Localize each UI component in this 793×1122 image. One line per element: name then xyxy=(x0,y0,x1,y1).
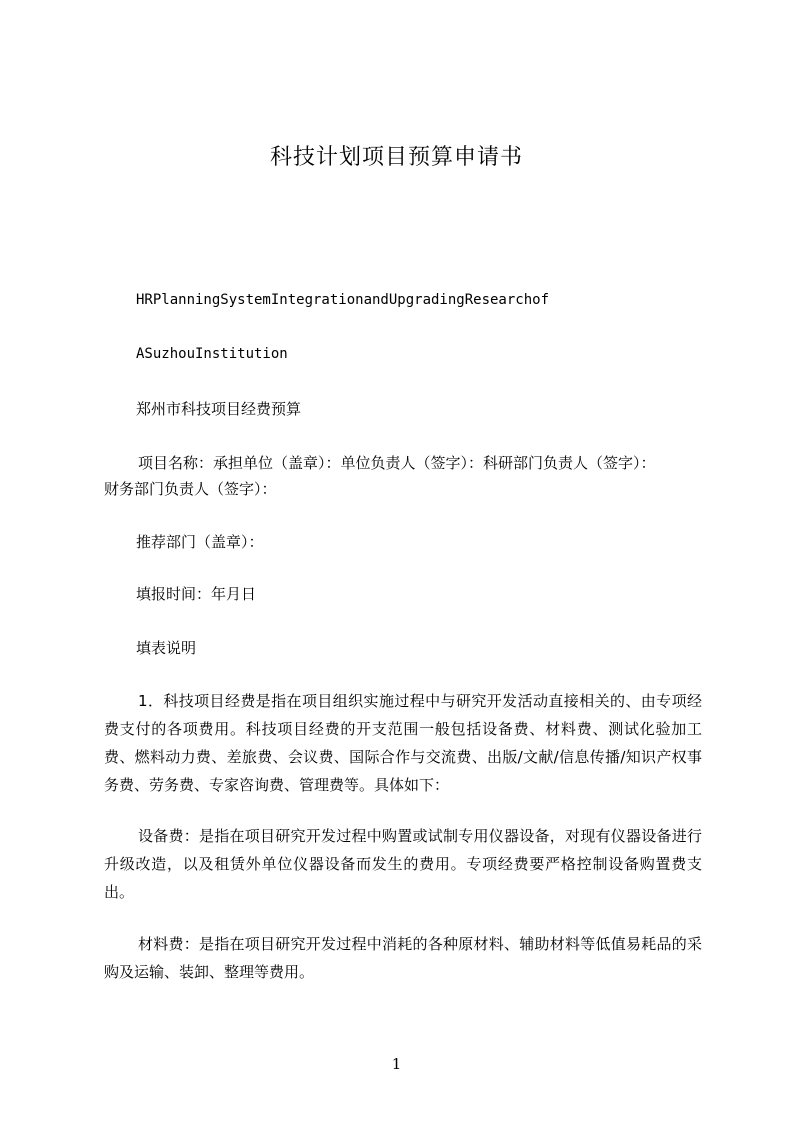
material-cost-paragraph: 材料费：是指在项目研究开发过程中消耗的各种原材料、辅助材料等低值易耗品的采购及运输、装卸、整理等费用。 xyxy=(104,935,702,981)
english-title-line-2: ASuzhouInstitution xyxy=(136,346,288,362)
instructions-heading: 填表说明 xyxy=(136,639,197,657)
english-title-line-1: HRPlanningSystemIntegrationandUpgradingResearchof xyxy=(136,292,550,308)
signature-fields-line-2: 财务部门负责人（签字）： xyxy=(104,480,277,498)
signature-fields-line-1: 项目名称：承担单位（盖章）：单位负责人（签字）：科研部门负责人（签字）： xyxy=(138,454,656,472)
fill-time-field: 填报时间：年月日 xyxy=(136,585,257,603)
document-title: 科技计划项目预算申请书 xyxy=(269,145,523,170)
equipment-cost-paragraph: 设备费：是指在项目研究开发过程中购置或试制专用仪器设备，对现有仪器设备进行升级改造，以及租赁外单位仪器设备而发生的费用。专项经费要严格控制设备购置费支出。 xyxy=(104,827,702,901)
instruction-paragraph-1: 1．科技项目经费是指在项目组织实施过程中与研究开发活动直接相关的、由专项经费支付的各项费用。科技项目经费的开支范围一般包括设备费、材料费、测试化验加工费、燃料动力费、差旅费、会议费、国际合作与交流费、出版/文献/信息传播/知识产权事务费、劳务费、专家咨询费、管理费等。具体如下： xyxy=(104,692,702,794)
page-number: 1 xyxy=(391,1055,402,1073)
recommend-dept-field: 推荐部门（盖章）： xyxy=(136,533,264,551)
budget-subtitle: 郑州市科技项目经费预算 xyxy=(136,400,302,418)
